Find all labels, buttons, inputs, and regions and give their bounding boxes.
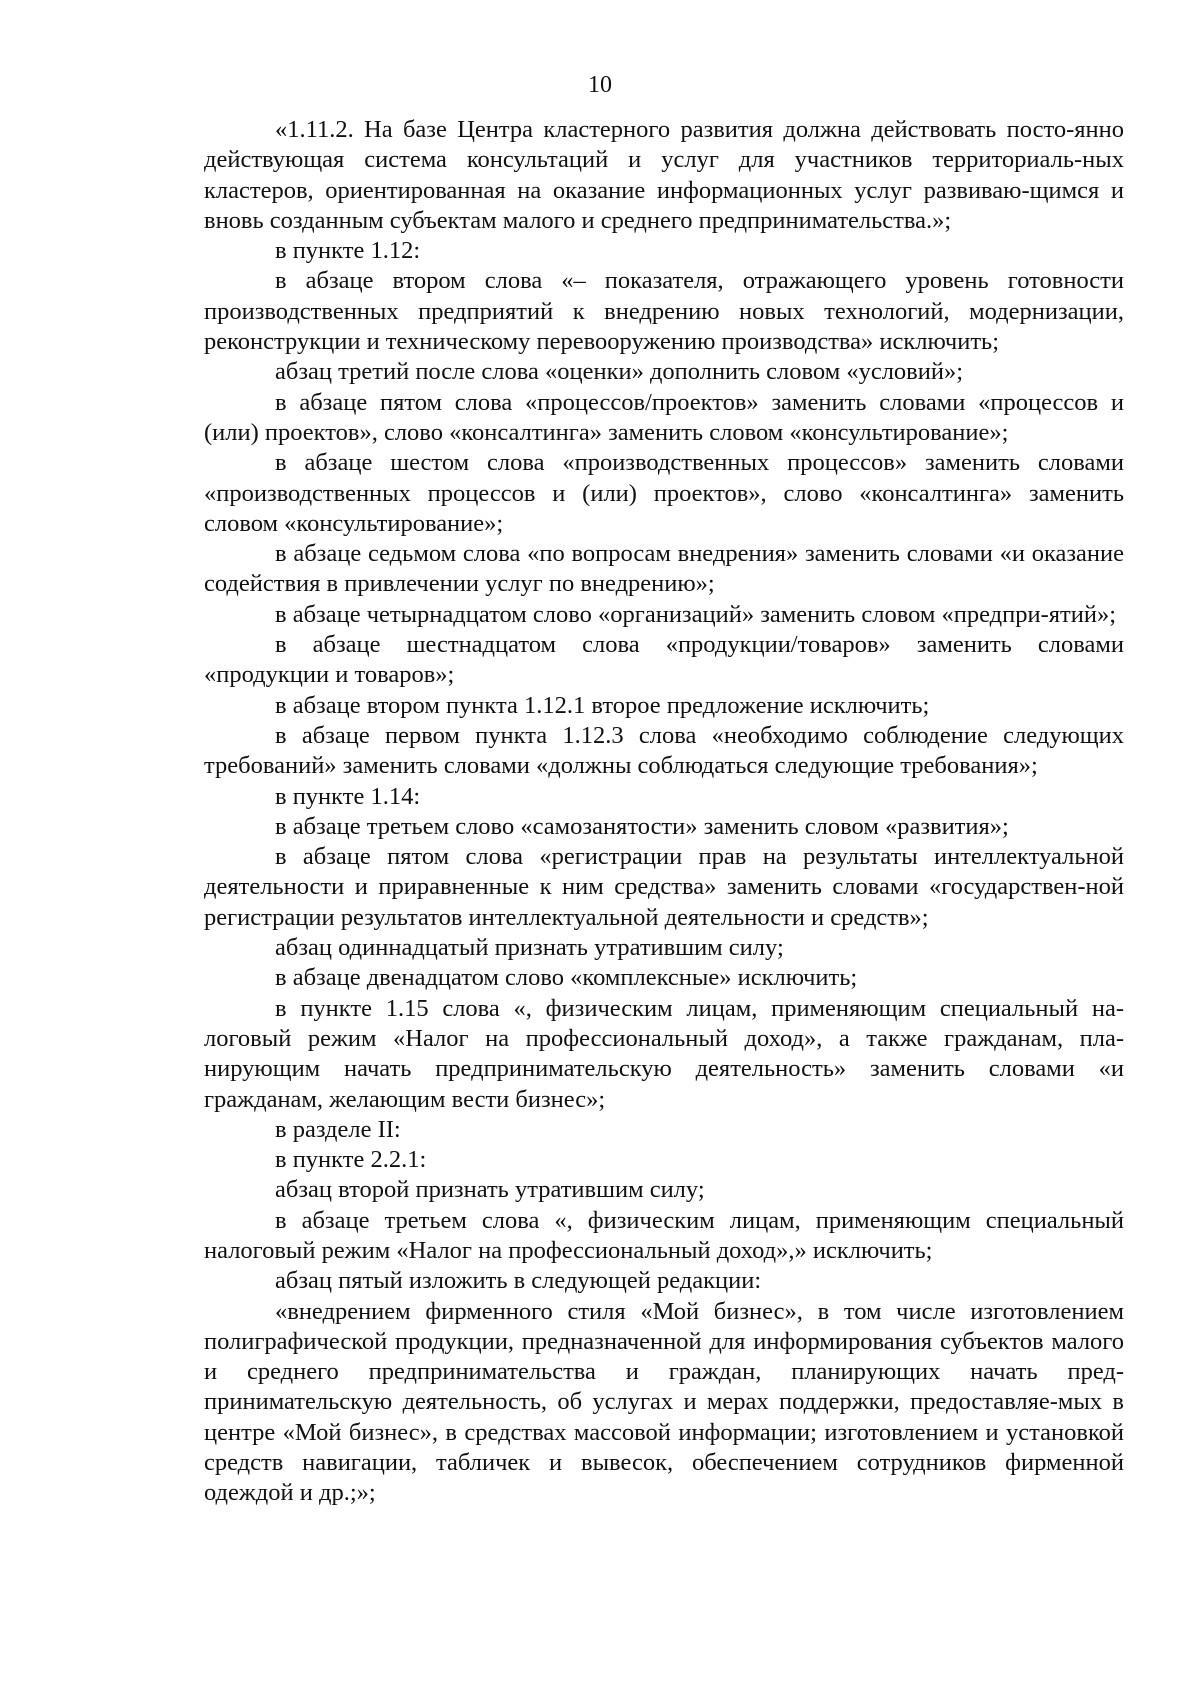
paragraph-18: в разделе II:: [275, 1115, 401, 1143]
paragraph-6: в абзаце шестом слова «производственных процессов» заменить словами «производственных процессов и (или) проектов», слово «консалтинга» заменить словом «консультирование»;: [204, 449, 1124, 537]
paragraph-2: в пункте 1.12:: [275, 237, 421, 265]
document-body: [204, 115, 1124, 1509]
paragraph-15: абзац одиннадцатый признать утратившим силу;: [275, 934, 784, 962]
paragraph-5: в абзаце пятом слова «процессов/проектов» заменить словами «процессов и (или) проектов», слово «консалтинга» заменить словом «консультирование»;: [204, 388, 1124, 446]
paragraph-13: в абзаце третьем слово «самозанятости» заменить словом «развития»;: [275, 812, 1009, 840]
paragraph-8: в абзаце четырнадцатом слово «организаций» заменить словом «предпри-ятий»;: [275, 600, 1117, 628]
paragraph-10: в абзаце втором пункта 1.12.1 второе предложение исключить;: [275, 691, 930, 719]
paragraph-23: «внедрением фирменного стиля «Мой бизнес», в том числе изготовлением полиграфической продукции, предназначенной для информирования субъектов малого и среднего предпринимательства и граждан, планирующих начать пред-принимательскую деятельность, об услугах и мерах поддержки, предоставляе-мых в центре «Мой бизнес», в средствах массовой информации; изготовлением и установкой средств навигации, табличек и вывесок, обеспечением сотрудников фирменной одеждой и др.;»;: [204, 1297, 1124, 1507]
paragraph-4: абзац третий после слова «оценки» дополнить словом «условий»;: [275, 358, 964, 386]
paragraph-21: в абзаце третьем слова «, физическим лицам, применяющим специальный налоговый режим «Налог на профессиональный доход»,» исключить;: [204, 1206, 1124, 1264]
paragraph-20: абзац второй признать утратившим силу;: [275, 1176, 705, 1204]
paragraph-17: в пункте 1.15 слова «, физическим лицам, применяющим специальный на-логовый режим «Налог на профессиональный доход», а также гражданам, пла-нирующим начать предпринимательскую деятельность» заменить словами «и гражданам, желающим вести бизнес»;: [204, 994, 1124, 1113]
paragraph-12: в пункте 1.14:: [275, 782, 421, 810]
page-number: 10: [588, 72, 612, 98]
paragraph-16: в абзаце двенадцатом слово «комплексные» исключить;: [275, 964, 858, 992]
paragraph-11: в абзаце первом пункта 1.12.3 слова «необходимо соблюдение следующих требований» заменить словами «должны соблюдаться следующие требования»;: [204, 721, 1124, 780]
paragraph-3: в абзаце втором слова «– показателя, отражающего уровень готовности производственных предприятий к внедрению новых технологий, модернизации, реконструкции и техническому перевооружению производства» исключить;: [204, 267, 1124, 356]
paragraph-22: абзац пятый изложить в следующей редакции:: [275, 1267, 762, 1295]
paragraph-7: в абзаце седьмом слова «по вопросам внедрения» заменить словами «и оказание содействия в привлечении услуг по внедрению»;: [204, 540, 1124, 598]
paragraph-9: в абзаце шестнадцатом слова «продукции/товаров» заменить словами «продукции и товаров»;: [204, 631, 1124, 689]
paragraph-1: «1.11.2. На базе Центра кластерного развития должна действовать посто-янно действующая система консультаций и услуг для участников территориаль-ных кластеров, ориентированная на оказание информационных услуг развиваю-щимся и вновь созданным субъектам малого и среднего предпринимательства.»;: [204, 116, 1124, 234]
paragraph-19: в пункте 2.2.1:: [275, 1146, 427, 1174]
paragraph-14: в абзаце пятом слова «регистрации прав на результаты интеллектуальной деятельности и приравненные к ним средства» заменить словами «государствен-ной регистрации результатов интеллектуальной деятельности и средств»;: [204, 843, 1124, 931]
